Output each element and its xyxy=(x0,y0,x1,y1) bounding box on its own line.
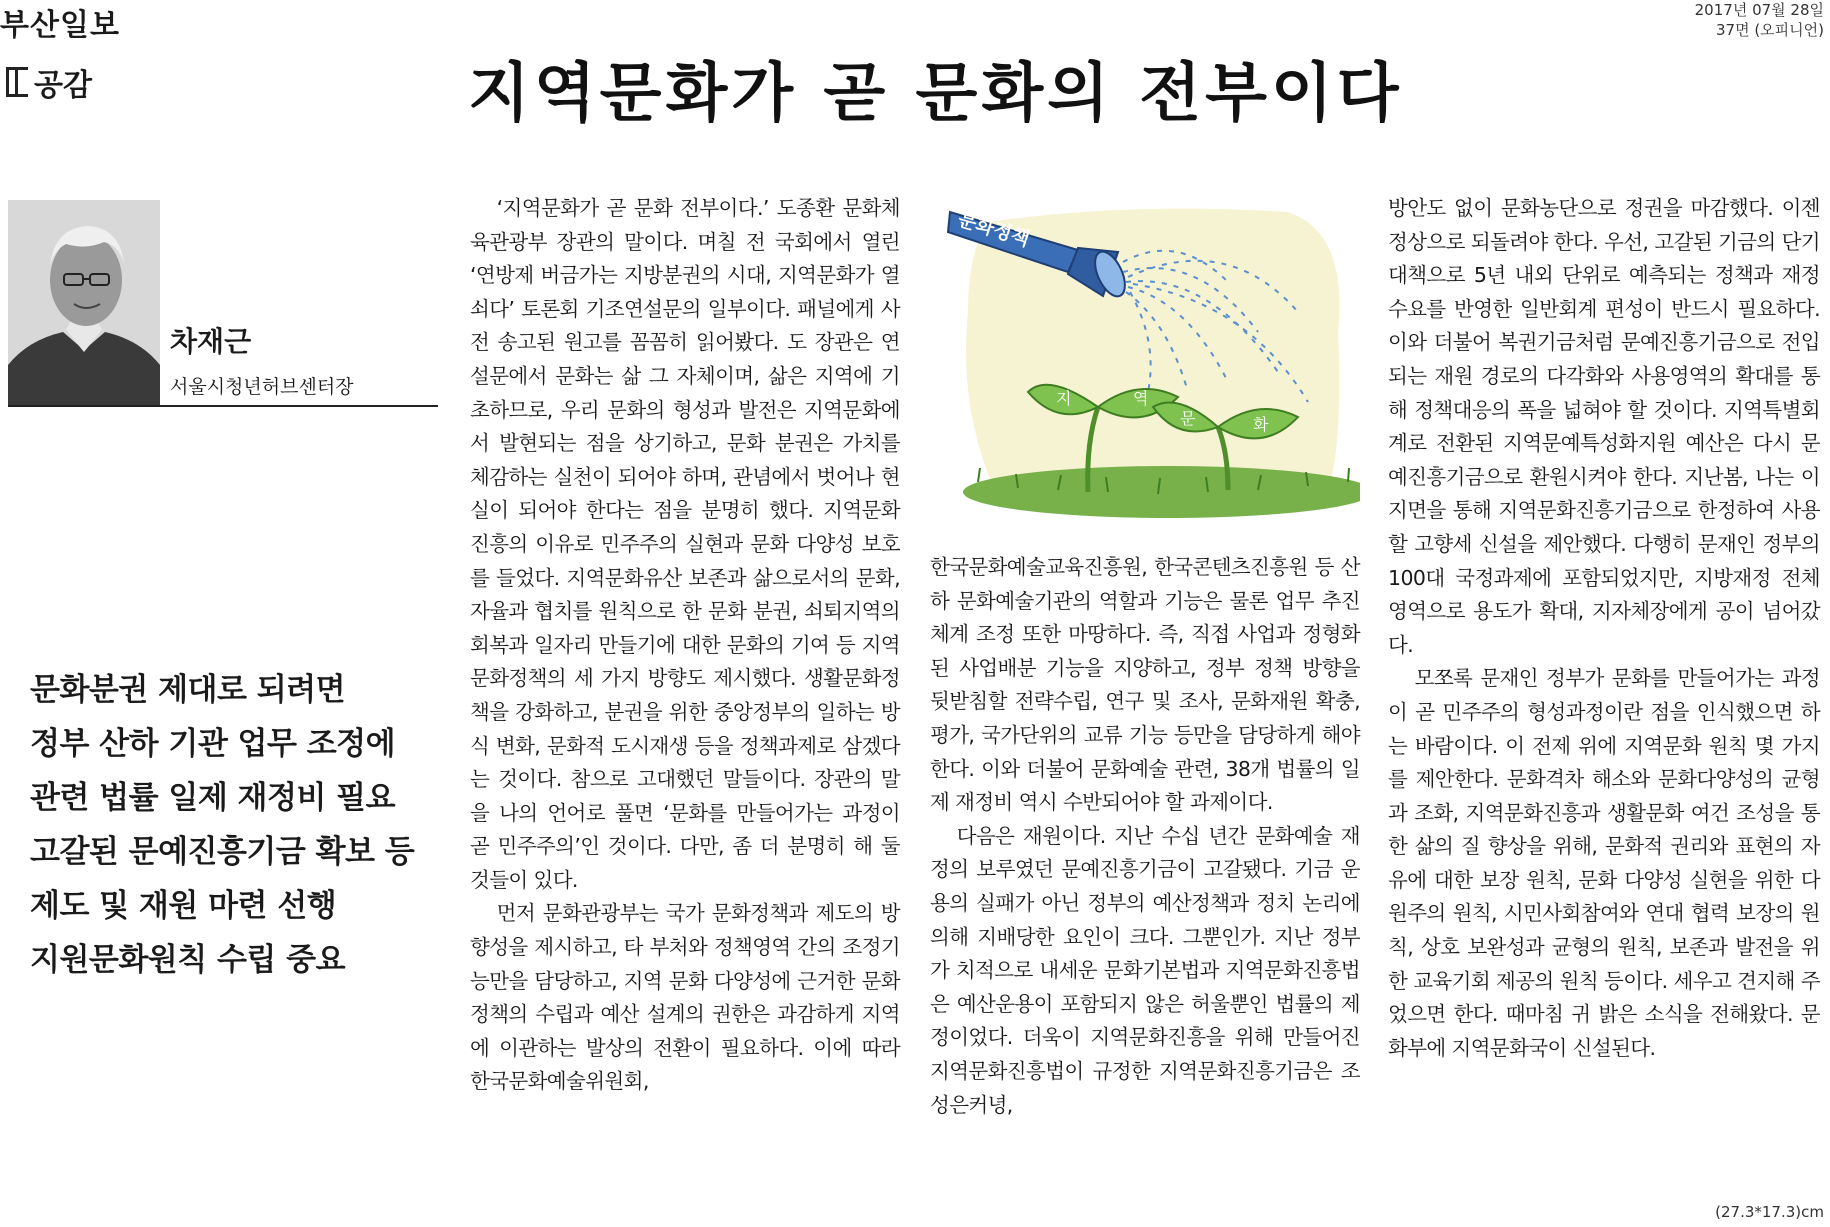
pullquote xyxy=(30,663,450,987)
article-paragraph: ‘지역문화가 곧 문화 전부이다.’ 도종환 문화체육관광부 장관의 말이다. 며칠 전 국회에서 열린 ‘연방제 버금가는 지방분권의 시대, 지역문화가 열쇠다’ 토론회 기조연설문의 일부이다. 패널에게 사전 송고된 원고를 꼼꼼히 읽어봤다. 도 장관은 연설문에서 문화는 삶 그 자체이며, 삶은 지역에 기초하므로, 우리 문화의 형성과 발전은 지역문화에서 발현되는 점을 상기하고, 문화 분권은 가치를 체감하는 실천이 되어야 하며, 관념에서 벗어나 현실이 되어야 한다는 점을 분명히 했다. 지역문화 진흥의 이유로 민주주의 실현과 문화 다양성 보호를 들었다. 지역문화유산 보존과 삶으로서의 문화, 자율과 협치를 원칙으로 한 문화 분권, 쇠퇴지역의 회복과 일자리 만들기에 대한 문화의 기여 등 지역문화정책의 세 가지 방향도 제시했다. 생활문화정책을 강화하고, 분권을 위한 중앙정부의 일하는 방식 변화, 문화적 도시재생 등을 정책과제로 삼겠다는 것이다. 참으로 고대했던 말들이다. 장관의 말을 나의 언어로 풀면 ‘문화를 만들어가는 과정이 곧 민주주의’인 것이다. 다만, 좀 더 분명히 해 둘 것들이 있다. xyxy=(470,196,900,892)
author-portrait-icon xyxy=(8,200,160,405)
newspaper-masthead: 부산일보 xyxy=(0,8,120,43)
pullquote-line: 정부 산하 기관 업무 조정에 xyxy=(30,726,396,762)
author-photo xyxy=(8,200,160,405)
leaf-label: 지 xyxy=(1056,389,1072,408)
article-size-note: (27.3*17.3)cm xyxy=(1715,1203,1824,1221)
article-paragraph: 모쪼록 문재인 정부가 문화를 만들어가는 과정이 곧 민주주의 형성과정이란 점을 인식했으면 하는 바람이다. 이 전제 위에 지역문화 원칙 몇 가지를 제안한다. 문화격차 해소와 문화다양성의 균형과 조화, 지역문화진흥과 생활문화 여건 조성을 통한 삶의 질 향상을 위해, 문화적 권리와 표현의 자유에 대한 보장 원칙, 문화 다양성 실현을 위한 다원주의 원칙, 시민사회참여와 연대 협력 보장의 원칙, 상호 보완성과 균형의 원칙, 보존과 발전을 위한 교육기회 제공의 원칙 등이다. 세우고 견지해 주었으면 한다. 때마침 귀 밝은 소식을 전해왔다. 문화부에 지역문화국이 신설된다. xyxy=(1388,666,1820,1060)
article-paragraph: 다음은 재원이다. 지난 수십 년간 문화예술 재정의 보루였던 문예진흥기금이 고갈됐다. 기금 운용의 실패가 아닌 정부의 예산정책과 정치 논리에 의해 지배당한 요인이 크다. 그뿐인가. 지난 정부가 치적으로 내세운 문화기본법과 지역문화진흥법은 예산운용이 포함되지 않은 허울뿐인 법률의 제정이었다. 더욱이 지역문화진흥을 위해 만들어진 지역문화진흥법이 규정한 지역문화진흥기금은 조성은커녕, xyxy=(930,823,1360,1117)
pullquote-line: 문화분권 제대로 되려면 xyxy=(30,672,346,708)
pullquote-line: 제도 및 재원 마련 선행 xyxy=(30,888,337,924)
article-column-2 xyxy=(930,551,1360,1122)
watering-can-sprouts-illustration xyxy=(928,192,1360,537)
headline: 지역문화가 곧 문화의 전부이다 xyxy=(468,57,1403,131)
section-label xyxy=(6,60,92,104)
author-title: 서울시청년허브센터장 xyxy=(170,376,354,398)
pullquote-line: 지원문화원칙 수립 중요 xyxy=(30,942,346,978)
leaf-label: 역 xyxy=(1133,389,1149,408)
publication-date: 2017년 07월 28일 xyxy=(1694,1,1824,19)
author-divider xyxy=(8,405,438,407)
pullquote-line: 고갈된 문예진흥기금 확보 등 xyxy=(30,834,415,870)
leaf-label: 화 xyxy=(1253,415,1269,434)
article-paragraph: 먼저 문화관광부는 국가 문화정책과 제도의 방향성을 제시하고, 타 부처와 정책영역 간의 조정기능만을 담당하고, 지역 문화 다양성에 근거한 문화정책의 수립과 예산 설계의 권한은 과감하게 지역에 이관하는 발상의 전환이 필요하다. 이에 따라 한국문화예술위원회, xyxy=(470,901,900,1094)
article-paragraph: 방안도 없이 문화농단으로 정권을 마감했다. 이젠 정상으로 되돌려야 한다. 우선, 고갈된 기금의 단기 대책으로 5년 내외 단위로 예측되는 정책과 재정 수요를 반영한 일반회계 편성이 반드시 필요하다. 이와 더불어 복권기금처럼 문예진흥기금으로 전입되는 재원 경로의 다각화와 사용영역의 확대를 통해 정책대응의 폭을 넓혀야 할 것이다. 지역특별회계로 전환된 지역문예특성화지원 예산은 다시 문예진흥기금으로 환원시켜야 한다. 지난봄, 나는 이 지면을 통해 지역문화진흥기금으로 한정하여 사용할 고향세 신설을 제안했다. 다행히 문재인 정부의 100대 국정과제에 포함되었지만, 지방재정 전체 영역으로 용도가 확대, 지자체장에게 공이 넘어갔다. xyxy=(1388,196,1820,657)
book-icon xyxy=(6,67,28,97)
section-label-text: 공감 xyxy=(34,68,92,103)
article-column-3 xyxy=(1388,192,1820,1065)
article-column-1 xyxy=(470,192,900,1099)
leaf-label: 문 xyxy=(1180,409,1196,428)
article-paragraph: 한국문화예술교육진흥원, 한국콘텐츠진흥원 등 산하 문화예술기관의 역할과 기능은 물론 업무 추진체계 조정 또한 마땅하다. 즉, 직접 사업과 정형화된 사업배분 기능을 지양하고, 정부 정책 방향을 뒷받침할 전략수립, 연구 및 조사, 문화재원 확충, 평가, 국가단위의 교류 기능 등만을 담당하게 해야 한다. 이와 더불어 문화예술 관련, 38개 법률의 일제 재정비 역시 수반되어야 할 과제이다. xyxy=(930,555,1360,815)
illustration xyxy=(928,192,1360,537)
pullquote-line: 관련 법률 일제 재정비 필요 xyxy=(30,780,396,816)
author-name: 차재근 xyxy=(170,325,252,358)
page-info: 37면 (오피니언) xyxy=(1715,21,1824,39)
publication-meta xyxy=(1695,0,1824,40)
watering-can-label: 문화정책 xyxy=(955,208,1032,251)
